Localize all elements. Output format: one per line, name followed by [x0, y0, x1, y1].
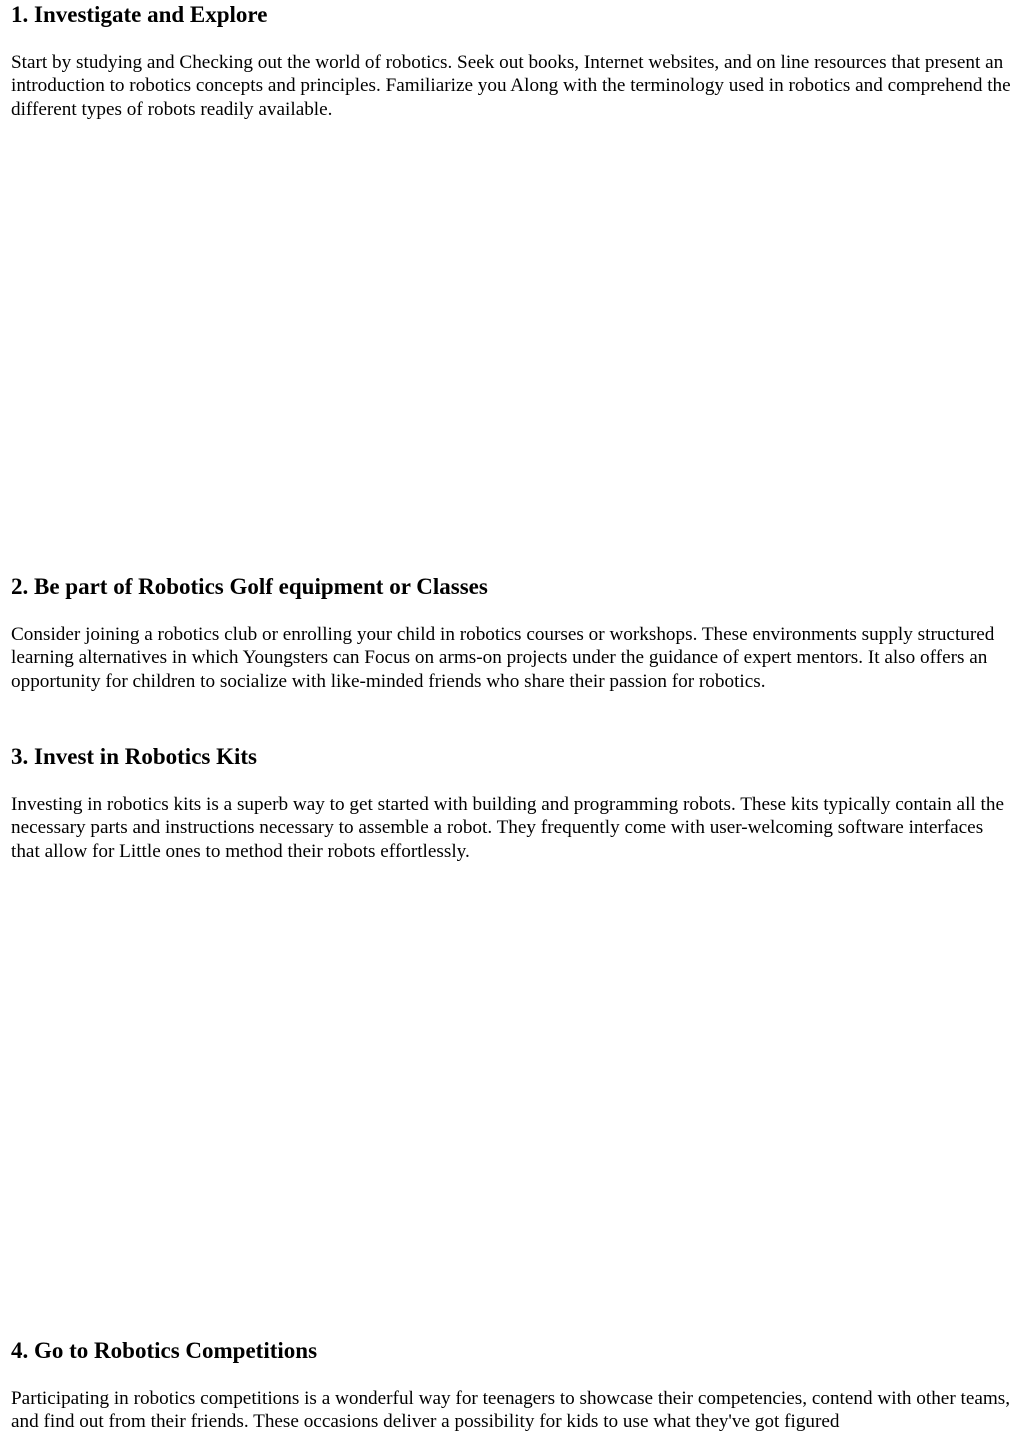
section-robotics-kits: [11, 743, 1011, 863]
section-body: Consider joining a robotics club or enrolling your child in robotics courses or workshops. These environments supply structured learning alternatives in which Youngsters can Focus on arms-on projects under the guidance of expert mentors. It also offers an opportunity for children to socialize with like-minded friends who share their passion for robotics.: [11, 624, 995, 692]
section-heading: 2. Be part of Robotics Golf equipment or Classes: [11, 574, 488, 599]
section-body: Investing in robotics kits is a superb way to get started with building and programming robots. These kits typically contain all the necessary parts and instructions necessary to assemble a robot. They frequently come with user-welcoming software interfaces that allow for Little ones to method their robots effortlessly.: [11, 794, 1004, 862]
section-heading: 3. Invest in Robotics Kits: [11, 744, 257, 769]
section-robotics-competitions: [11, 1337, 1011, 1434]
section-heading: 1. Investigate and Explore: [11, 2, 268, 27]
section-heading: 4. Go to Robotics Competitions: [11, 1338, 318, 1363]
section-body: Participating in robotics competitions is a wonderful way for teenagers to showcase their competencies, contend with other teams, and find out from their friends. These occasions deliver a possibility for kids to use what they've got figured: [11, 1388, 1011, 1433]
section-investigate-explore: [11, 1, 1011, 121]
section-body: Start by studying and Checking out the world of robotics. Seek out books, Internet websites, and on line resources that present an introduction to robotics concepts and principles. Familiarize you Along with the terminology used in robotics and comprehend the different types of robots readily available.: [11, 52, 1011, 120]
section-robotics-clubs: [11, 573, 1011, 693]
